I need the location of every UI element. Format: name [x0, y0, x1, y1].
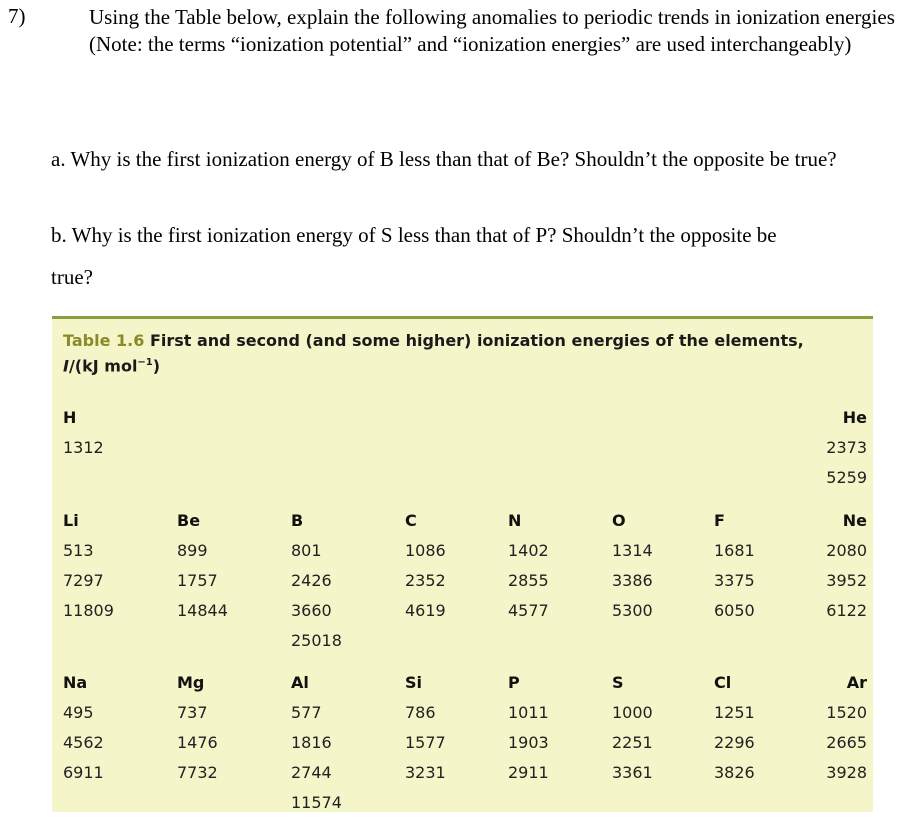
ionization-energy-value: 25018 — [291, 631, 342, 650]
table-unit-exponent: −1 — [137, 357, 153, 368]
element-symbol: O — [612, 511, 626, 530]
ionization-energy-value: 6050 — [714, 601, 755, 620]
element-cell-f — [714, 506, 755, 626]
ionization-energy-value: 1402 — [508, 541, 549, 560]
element-symbol: Cl — [714, 673, 732, 692]
ionization-energy-value: 1314 — [612, 541, 653, 560]
element-cell-p — [508, 668, 549, 788]
element-cell-li — [63, 506, 114, 626]
ionization-energy-value: 5300 — [612, 601, 653, 620]
element-cell-n — [508, 506, 549, 626]
element-cell-ne — [816, 506, 867, 626]
element-symbol: Na — [63, 673, 88, 692]
ionization-energy-value: 2373 — [826, 438, 867, 457]
element-cell-si — [405, 668, 446, 788]
ionization-energy-value: 11574 — [291, 793, 342, 812]
ionization-energy-value: 1520 — [826, 703, 867, 722]
ionization-energy-value: 737 — [177, 703, 208, 722]
table-unit-symbol: I — [63, 356, 69, 376]
ionization-energy-value: 1011 — [508, 703, 549, 722]
element-cell-h — [63, 403, 104, 463]
table-caption — [63, 330, 804, 377]
ionization-energy-value: 6911 — [63, 763, 104, 782]
question-number: 7) — [8, 4, 26, 28]
ionization-energy-value: 2665 — [826, 733, 867, 752]
ionization-energy-value: 7732 — [177, 763, 218, 782]
element-symbol: Ne — [842, 511, 867, 530]
question-text: Using the Table below, explain the following anomalies to periodic trends in ionization energies (Note: the terms “ionization potential” and “ionization energies” are used interchangeably) — [89, 5, 895, 56]
ionization-energy-value: 801 — [291, 541, 322, 560]
ionization-energy-value: 2080 — [826, 541, 867, 560]
element-symbol: B — [291, 511, 304, 530]
ionization-energy-table — [52, 316, 873, 812]
element-symbol: Al — [291, 673, 309, 692]
element-symbol: Li — [63, 511, 79, 530]
ionization-energy-value: 2744 — [291, 763, 332, 782]
ionization-energy-value: 786 — [405, 703, 436, 722]
ionization-energy-value: 3386 — [612, 571, 653, 590]
part-a-label: a. — [51, 147, 66, 171]
element-cell-s — [612, 668, 653, 788]
part-b-label: b. — [51, 223, 67, 247]
element-symbol: F — [714, 511, 725, 530]
ionization-energy-value: 2426 — [291, 571, 332, 590]
element-symbol: Mg — [177, 673, 205, 692]
ionization-energy-value: 3231 — [405, 763, 446, 782]
ionization-energy-value: 4562 — [63, 733, 104, 752]
question-part-a — [51, 144, 913, 174]
ionization-energy-value: 4619 — [405, 601, 446, 620]
ionization-energy-value: 1577 — [405, 733, 446, 752]
ionization-energy-value: 1816 — [291, 733, 332, 752]
ionization-energy-value: 1251 — [714, 703, 755, 722]
ionization-energy-value: 1312 — [63, 438, 104, 457]
ionization-energy-value: 1757 — [177, 571, 218, 590]
ionization-energy-value: 1903 — [508, 733, 549, 752]
element-cell-cl — [714, 668, 755, 788]
ionization-energy-value: 1681 — [714, 541, 755, 560]
element-symbol: P — [508, 673, 520, 692]
element-cell-al — [291, 668, 342, 818]
element-cell-ar — [816, 668, 867, 788]
element-cell-he — [816, 403, 867, 493]
ionization-energy-value: 5259 — [826, 468, 867, 487]
ionization-energy-value: 1000 — [612, 703, 653, 722]
ionization-energy-value: 14844 — [177, 601, 228, 620]
ionization-energy-value: 2855 — [508, 571, 549, 590]
ionization-energy-value: 577 — [291, 703, 322, 722]
ionization-energy-value: 3928 — [826, 763, 867, 782]
element-cell-mg — [177, 668, 218, 788]
ionization-energy-value: 3826 — [714, 763, 755, 782]
element-symbol: H — [63, 408, 77, 427]
question-part-b — [51, 220, 913, 292]
element-cell-na — [63, 668, 104, 788]
ionization-energy-value: 2251 — [612, 733, 653, 752]
ionization-energy-value: 3375 — [714, 571, 755, 590]
table-unit-close: ) — [152, 356, 161, 376]
ionization-energy-value: 1476 — [177, 733, 218, 752]
ionization-energy-value: 899 — [177, 541, 208, 560]
ionization-energy-value: 7297 — [63, 571, 104, 590]
ionization-energy-value: 3660 — [291, 601, 332, 620]
table-unit-main: /(kJ mol — [68, 356, 138, 376]
ionization-energy-value: 6122 — [826, 601, 867, 620]
ionization-energy-value: 11809 — [63, 601, 114, 620]
ionization-energy-value: 4577 — [508, 601, 549, 620]
ionization-energy-value: 2911 — [508, 763, 549, 782]
ionization-energy-value: 2296 — [714, 733, 755, 752]
table-label: Table 1.6 — [63, 331, 145, 350]
element-cell-o — [612, 506, 653, 626]
element-symbol: C — [405, 511, 417, 530]
ionization-energy-value: 495 — [63, 703, 94, 722]
ionization-energy-value: 2352 — [405, 571, 446, 590]
element-cell-c — [405, 506, 446, 626]
element-symbol: He — [842, 408, 867, 427]
ionization-energy-value: 3361 — [612, 763, 653, 782]
part-a-text: Why is the first ionization energy of B less than that of Be? Shouldn’t the opposite be true? — [70, 147, 837, 171]
element-symbol: N — [508, 511, 522, 530]
ionization-energy-value: 513 — [63, 541, 94, 560]
element-cell-b — [291, 506, 342, 656]
element-symbol: Be — [177, 511, 201, 530]
table-unit — [63, 352, 804, 377]
table-title: First and second (and some higher) ionization energies of the elements, — [149, 331, 804, 350]
part-b-text-line1: Why is the first ionization energy of S less than that of P? Shouldn’t the opposite be — [71, 223, 777, 247]
element-cell-be — [177, 506, 228, 626]
element-symbol: S — [612, 673, 624, 692]
ionization-energy-value: 3952 — [826, 571, 867, 590]
element-symbol: Ar — [846, 673, 867, 692]
ionization-energy-value: 1086 — [405, 541, 446, 560]
part-b-text-line2: true? — [51, 265, 93, 289]
element-symbol: Si — [405, 673, 423, 692]
